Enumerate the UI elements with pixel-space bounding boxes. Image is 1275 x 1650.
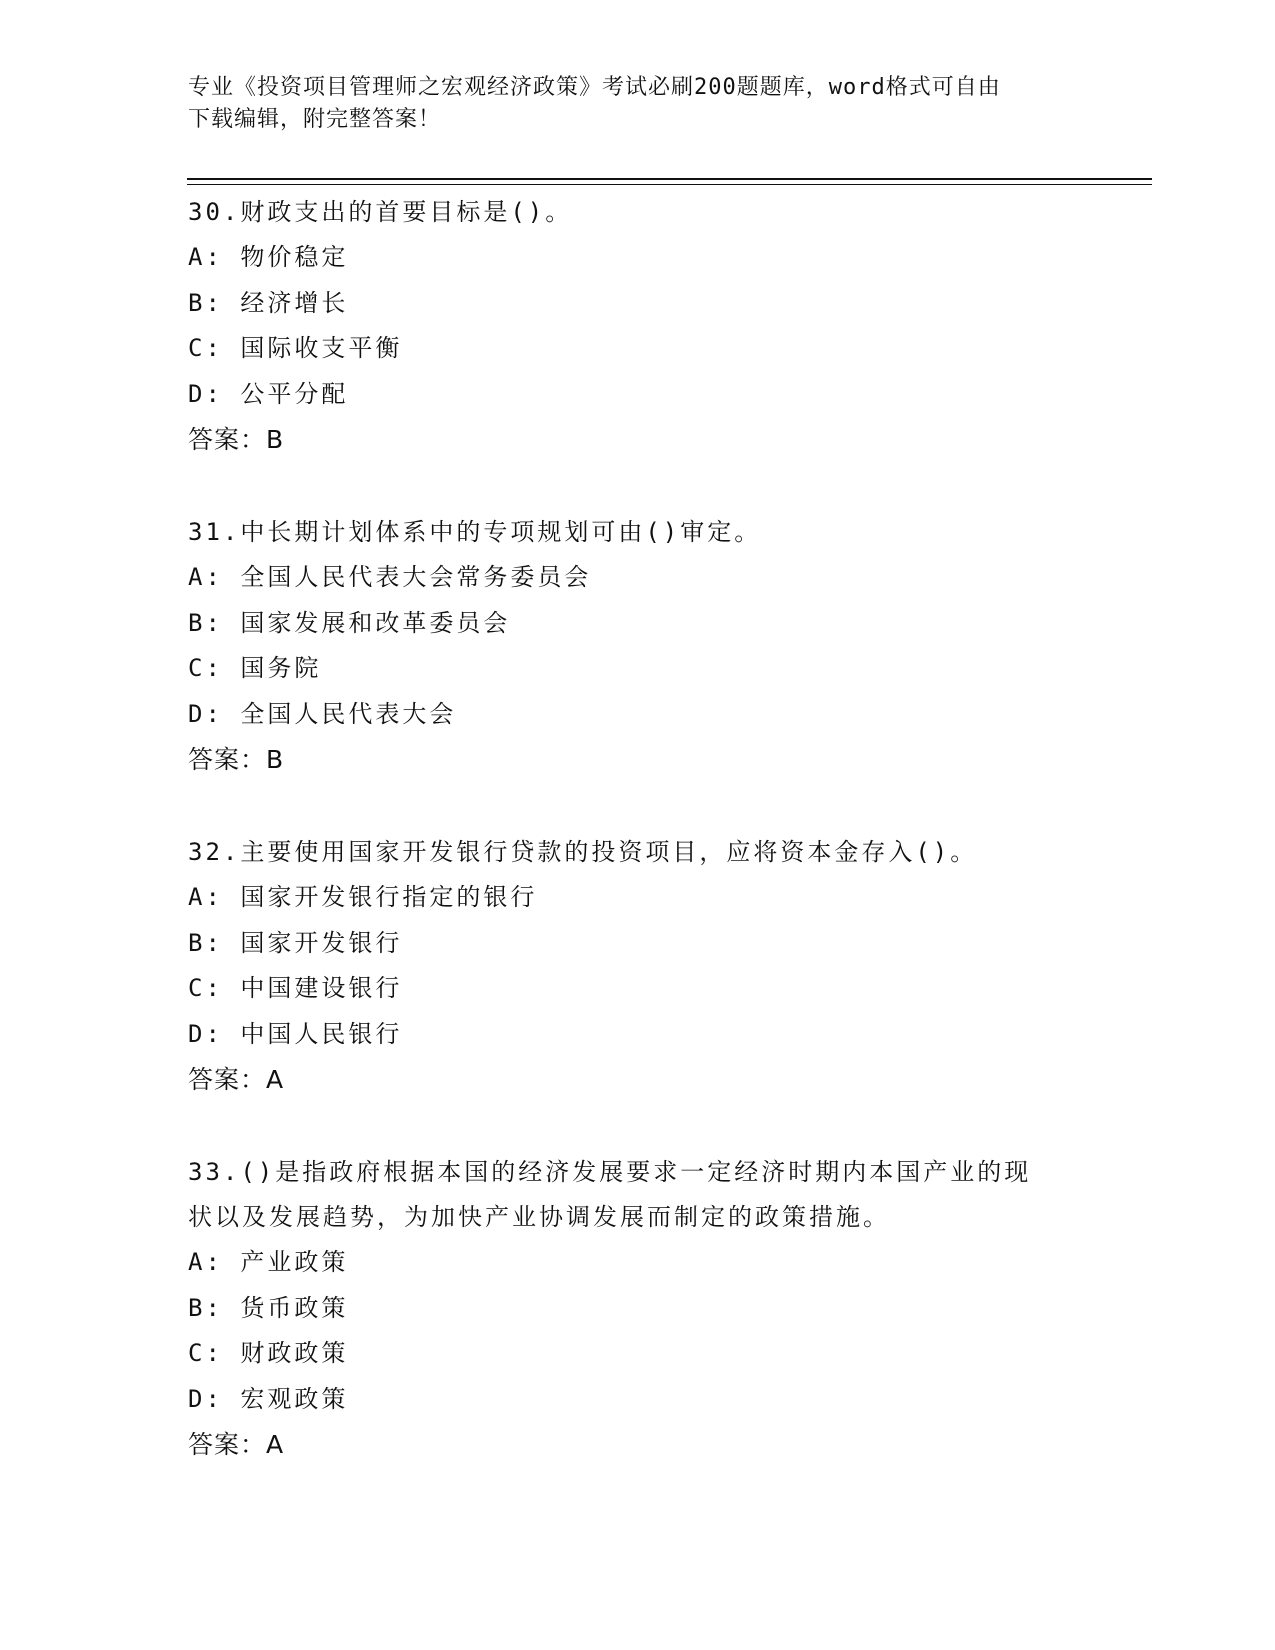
option-c: C: 国务院 xyxy=(188,654,322,682)
option-b: B: 货币政策 xyxy=(188,1293,349,1322)
question-32 xyxy=(188,830,1088,1103)
answer-label: 答案：A xyxy=(188,1065,285,1094)
question-30 xyxy=(188,190,1088,463)
option-a: A: 产业政策 xyxy=(188,1248,349,1276)
option-d: D: 公平分配 xyxy=(188,379,349,408)
question-stem: 30.财政支出的首要目标是()。 xyxy=(188,198,573,226)
question-31 xyxy=(188,510,1088,783)
option-b: B: 经济增长 xyxy=(188,288,349,317)
document-header xyxy=(188,72,1088,136)
option-a: A: 物价稳定 xyxy=(188,243,349,271)
option-d: D: 中国人民银行 xyxy=(188,1019,403,1048)
option-a: A: 国家开发银行指定的银行 xyxy=(188,883,538,911)
answer-label: 答案：B xyxy=(188,425,285,454)
question-list xyxy=(188,190,1088,1515)
answer-label: 答案：B xyxy=(188,745,285,774)
option-c: C: 中国建设银行 xyxy=(188,974,403,1002)
option-d: D: 全国人民代表大会 xyxy=(188,699,457,728)
header-line-2: 下载编辑，附完整答案！ xyxy=(188,107,442,132)
question-stem-continued: 状以及发展趋势，为加快产业协调发展而制定的政策措施。 xyxy=(188,1203,890,1231)
header-rule-thick xyxy=(187,178,1152,180)
option-a: A: 全国人民代表大会常务委员会 xyxy=(188,563,592,591)
option-b: B: 国家发展和改革委员会 xyxy=(188,608,511,637)
question-stem: 32.主要使用国家开发银行贷款的投资项目，应将资本金存入()。 xyxy=(188,838,978,866)
answer-label: 答案：A xyxy=(188,1430,285,1459)
question-33 xyxy=(188,1150,1088,1468)
question-stem: 31.中长期计划体系中的专项规划可由()审定。 xyxy=(188,518,762,546)
header-line-1: 专业《投资项目管理师之宏观经济政策》考试必刷200题题库，word格式可自由 xyxy=(188,75,1001,100)
option-c: C: 国际收支平衡 xyxy=(188,334,403,362)
question-stem: 33.()是指政府根据本国的经济发展要求一定经济时期内本国产业的现 xyxy=(188,1158,1032,1186)
option-b: B: 国家开发银行 xyxy=(188,928,403,957)
header-rule-thin xyxy=(187,184,1152,185)
option-d: D: 宏观政策 xyxy=(188,1384,349,1413)
option-c: C: 财政政策 xyxy=(188,1339,349,1367)
